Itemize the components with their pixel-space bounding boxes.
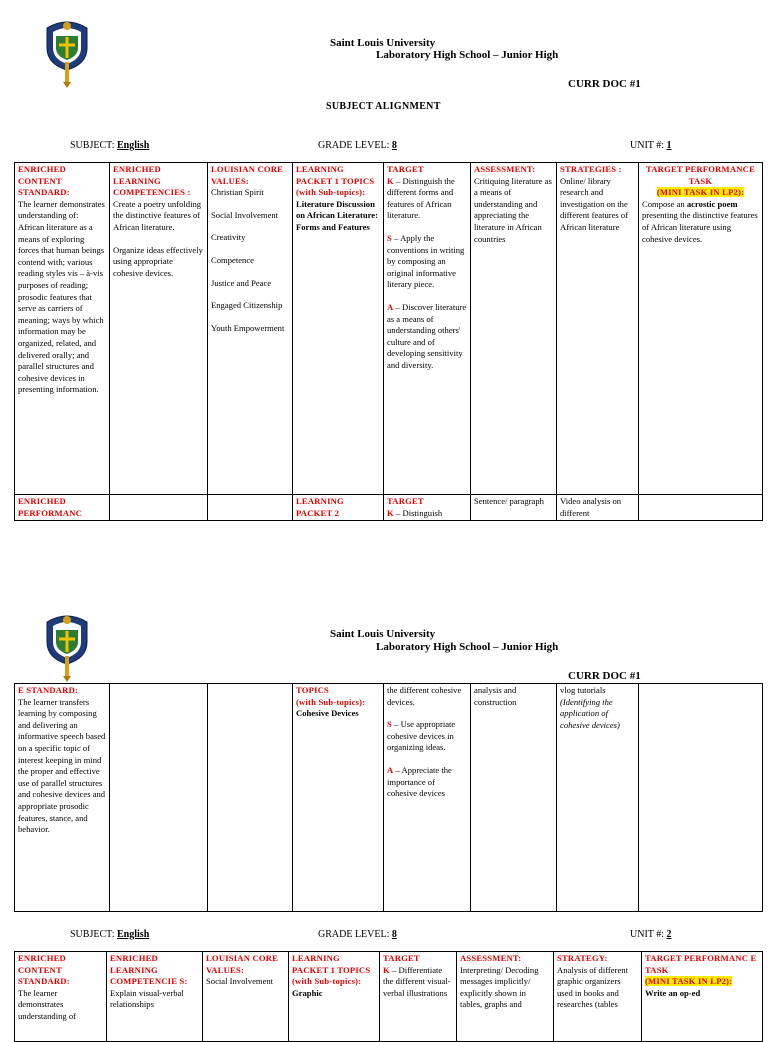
performance-task-cell: TARGET PERFORMANC E TASK (MINI TASK IN LP2): Write an op-ed xyxy=(642,952,763,1042)
school-crest-logo xyxy=(44,612,90,682)
strategy-cell: STRATEGY: Analysis of different graphic organizers used in books and researches (tables xyxy=(554,952,642,1042)
strategies-heading: STRATEGIES : xyxy=(560,164,622,174)
target-cell: TARGET K – Differentiate the different visual-verbal illustrations xyxy=(380,952,457,1042)
performance-standard-cell: E STANDARD: The learner transfers learning by composing and delivering an informative speech based on a specific topic of interest keeping in mind the proper and effective use of parallel structures and cohesive devices and appropriate prosodic features, stance, and behavior. xyxy=(15,684,110,912)
acrostic-poem-bold: acrostic poem xyxy=(686,198,738,209)
subject-label: SUBJECT: xyxy=(70,140,115,151)
subject-value: English xyxy=(117,140,150,151)
target-a-text: – Discover literature as a means of understanding others' culture and of developing sensitivity and diversity. xyxy=(387,301,467,370)
strategies-2-cell: Video analysis on different xyxy=(557,495,639,521)
assessment-2-cell: analysis and construction xyxy=(471,684,557,912)
competency-item: Create a poetry unfolding the distinctive features of African literature. xyxy=(113,198,202,232)
performance-standard-cell: ENRICHED PERFORMANC xyxy=(15,495,110,521)
target-s-text: – Apply the conventions in writing by composing an original informative literary piece. xyxy=(387,232,465,290)
core-value-item: Creativity xyxy=(211,232,246,243)
content-standard-cell: ENRICHED CONTENT STANDARD: The learner demonstrates understanding of xyxy=(15,952,107,1042)
school-name: Laboratory High School – Junior High xyxy=(376,49,559,61)
target-s-letter: S xyxy=(387,232,392,243)
subtopics-label: (with Sub-topics): xyxy=(296,187,366,198)
core-value-item: Competence xyxy=(211,254,254,265)
learning-packet-2-cell: LEARNING PACKET 2 xyxy=(293,495,384,521)
university-name: Saint Louis University xyxy=(330,628,436,640)
unit-value: 2 xyxy=(666,929,672,940)
grade-value: 8 xyxy=(391,929,397,940)
unit-line: UNIT #: 2 xyxy=(630,929,672,940)
alignment-table-1-continued xyxy=(14,683,763,912)
target-k-letter: K xyxy=(387,175,394,186)
subject-line: SUBJECT: English xyxy=(70,929,150,940)
table-row xyxy=(15,952,763,1042)
school-name: Laboratory High School – Junior High xyxy=(376,641,559,653)
target-2-cell: the different cohesive devices. S – Use appropriate cohesive devices in organizing ideas. A – Appreciate the importance of cohesive devices xyxy=(384,684,471,912)
unit-value: 1 xyxy=(666,140,672,151)
curr-doc-label: CURR DOC #1 xyxy=(568,670,641,682)
learning-packet-heading: LEARNING PACKET 1 TOPICS xyxy=(296,164,375,186)
subject-value: English xyxy=(117,929,150,940)
core-values-cell: LOUISIAN CORE VALUES: Social Involvement xyxy=(203,952,289,1042)
learning-competencies-heading: ENRICHED LEARNING COMPETENCIES : xyxy=(113,164,191,198)
core-values-heading: LOUISIAN CORE VALUES: xyxy=(211,164,284,186)
target-heading: TARGET xyxy=(387,164,424,174)
content-standard-text: The learner demonstrates understanding of: African literature as a means of exploring forces that human beings contend with; various reading styles vis – à-vis purposes of reading; prosodic features that serve as carriers of meaning; ways by which information may be organized, related, and delivered orally; and parallel structures and cohesive devices in presenting information. xyxy=(18,198,105,395)
assessment-cell: ASSESSMENT: Interpreting/ Decoding messages implicitly/ explicitly shown in tables, graphs and xyxy=(457,952,554,1042)
mini-task-highlight: (MINI TASK IN LP2): xyxy=(645,976,733,987)
target-a-letter: A xyxy=(387,301,394,312)
table-row xyxy=(15,684,763,912)
performance-task-text: Compose an acrostic poem presenting the distinctive features of African literature using cohesive devices. xyxy=(642,198,758,244)
assessment-2-cell: Sentence/ paragraph xyxy=(471,495,557,521)
strategies-text: Online/ library research and investigation on the different features of African literature xyxy=(560,175,629,232)
grade-label: GRADE LEVEL: xyxy=(318,140,390,151)
core-value-item: Christian Spirit xyxy=(211,187,264,198)
unit-label: UNIT #: xyxy=(630,140,664,151)
core-value-item: Social Involvement xyxy=(211,209,279,220)
alignment-table-2 xyxy=(14,951,763,1042)
performance-task-heading: TARGET PERFORMANCE TASK xyxy=(645,164,756,186)
core-value-item: Youth Empowerment xyxy=(211,322,285,333)
learning-packet-2-cell: TOPICS (with Sub-topics): Cohesive Devices xyxy=(293,684,384,912)
curr-doc-label: CURR DOC #1 xyxy=(568,78,641,90)
mini-task-highlight: (MINI TASK IN LP2): xyxy=(656,187,745,198)
grade-line: GRADE LEVEL: 8 xyxy=(318,929,397,940)
competency-item: Organize ideas effectively using appropriate cohesive devices. xyxy=(113,244,203,278)
grade-value: 8 xyxy=(391,140,397,151)
core-value-item: Engaged Citizenship xyxy=(211,300,283,311)
assessment-heading: ASSESSMENT: xyxy=(474,164,536,174)
learning-packet-topic: Literature Discussion on African Literature: Forms and Features xyxy=(296,198,378,232)
subject-alignment-title: SUBJECT ALIGNMENT xyxy=(326,101,441,112)
content-standard-heading: ENRICHED CONTENT STANDARD: xyxy=(18,164,70,198)
university-name: Saint Louis University xyxy=(330,37,436,49)
target-2-cell: TARGET K – Distinguish xyxy=(384,495,471,521)
strategies-2-cell: vlog tutorials (Identifying the application of cohesive devices) xyxy=(557,684,639,912)
assessment-text: Critiquing literature as a means of understanding and appreciating the literature in African countries xyxy=(474,175,552,244)
learning-packet-cell: LEARNING PACKET 1 TOPICS (with Sub-topics): Graphic xyxy=(289,952,380,1042)
learning-competencies-cell: ENRICHED LEARNING COMPETENCIE S: Explain visual-verbal relationships xyxy=(107,952,203,1042)
core-value-item: Justice and Peace xyxy=(211,277,272,288)
target-k-text: – Distinguish the different forms and features of African literature. xyxy=(387,175,455,221)
